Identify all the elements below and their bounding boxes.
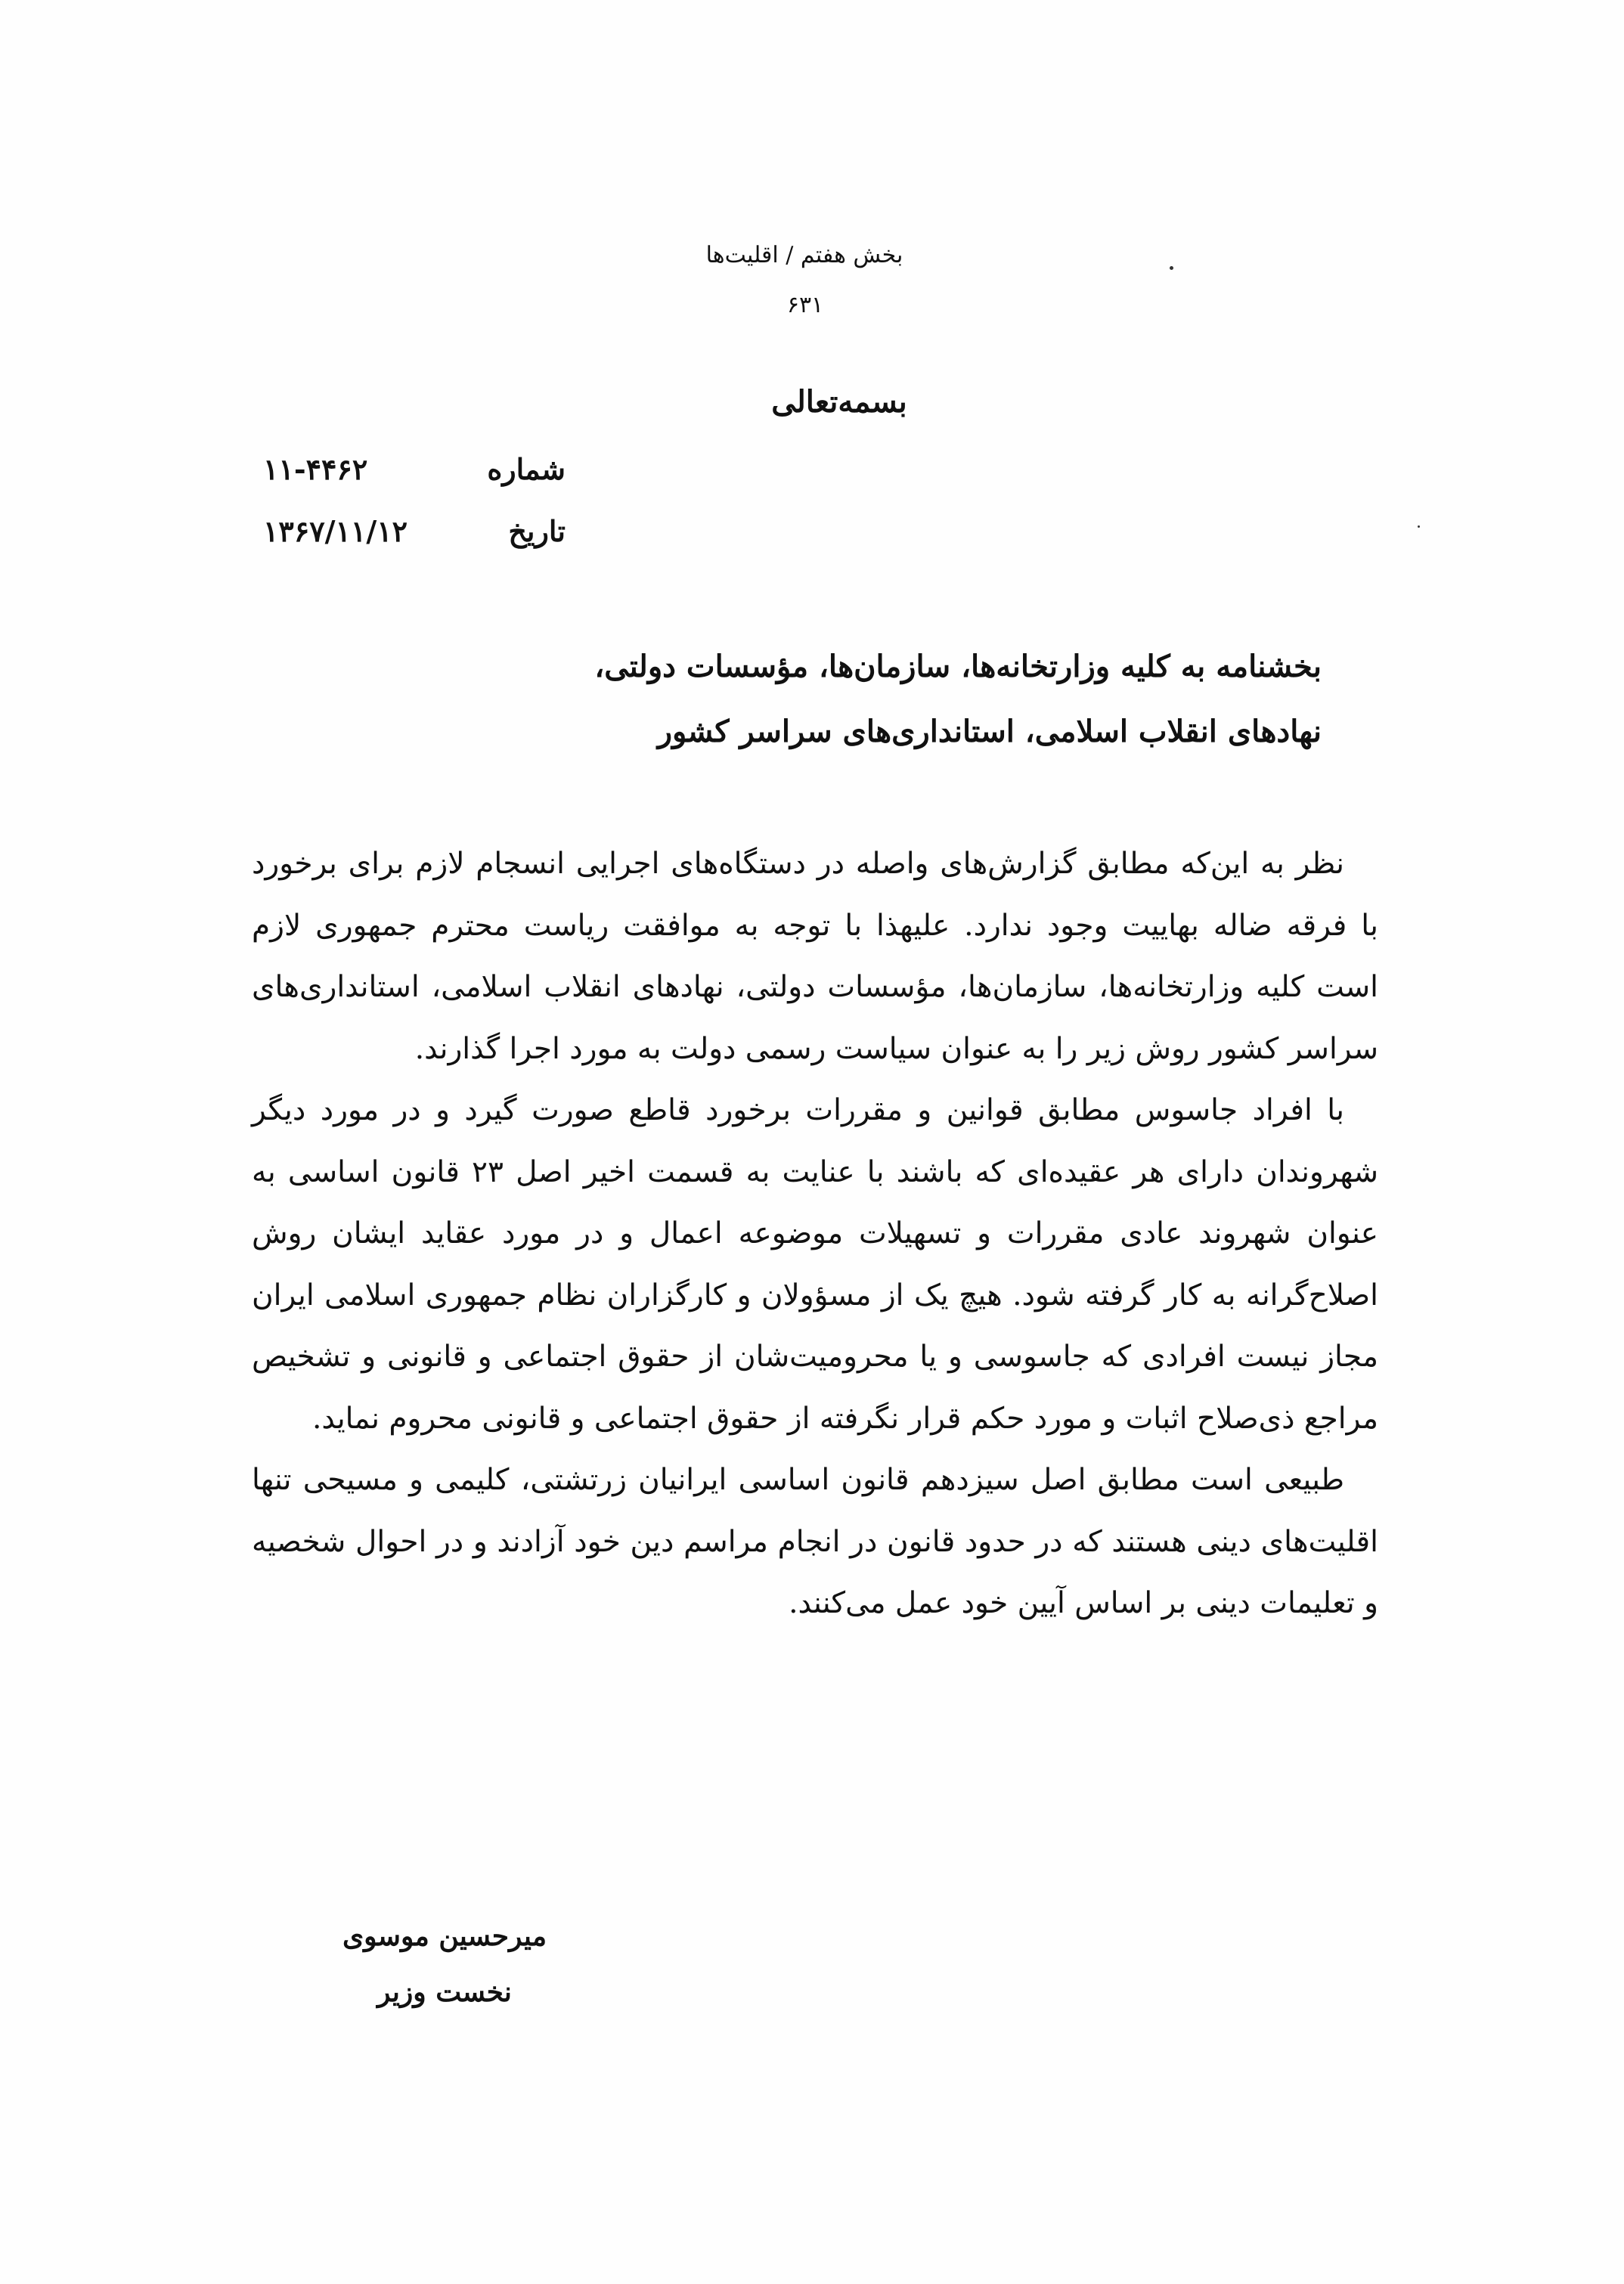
reference-date-value: ۱۳۶۷/۱۱/۱۲	[263, 514, 408, 548]
body-paragraph: با افراد جاسوس مطابق قوانین و مقررات برخورد قاطع صورت گیرد و در مورد دیگر شهروندان دارای هر عقیده‌ای که باشند با عنایت به قسمت اخیر اصل ۲۳ قانون اساسی به عنوان شهروند عادی مقررات و تسهیلات موضوعه اعمال و در مورد عقاید ایشان روش اصلاح‌گرانه به کار گرفته شود. هیچ یک از مسؤولان و کارگزاران نظام جمهوری اسلامی ایران مجاز نیست افرادی که جاسوسی و یا محرومیت‌شان از حقوق اجتماعی و قانونی و تشخیص مراجع ذی‌صلاح اثبات و مورد حکم قرار نگرفته از حقوق اجتماعی و قانونی محروم نماید.	[252, 1093, 1378, 1436]
body-paragraph: نظر به این‌که مطابق گزارش‌های واصله در دستگاه‌های اجرایی انسجام لازم برای برخورد با فرقه ضاله بهاییت وجود ندارد. علیهذا با توجه به موافقت ریاست محترم جمهوری لازم است کلیه وزارتخانه‌ها، سازمان‌ها، مؤسسات دولتی، نهادهای انقلاب اسلامی، استانداری‌های سراسر کشور روش زیر را به عنوان سیاست رسمی دولت به مورد اجرا گذارند.	[252, 847, 1378, 1066]
signatory-name: میرحسین موسوی	[342, 1920, 547, 1952]
margin-dot	[1418, 525, 1420, 528]
reference-date-row	[263, 514, 566, 548]
circular-heading-line-1: بخشنامه به کلیه وزارتخانه‌ها، سازمان‌ها، مؤسسات دولتی،	[594, 649, 1322, 684]
signatory-title: نخست وزیر	[377, 1976, 512, 2008]
invocation: بسمه‌تعالی	[771, 384, 907, 420]
circular-heading-line-2: نهادهای انقلاب اسلامی، استانداری‌های سراسر کشور	[657, 714, 1322, 749]
reference-number-row	[263, 452, 566, 486]
body-text	[252, 833, 1378, 1635]
body-paragraph: طبیعی است مطابق اصل سیزدهم قانون اساسی ایرانیان زرتشتی، کلیمی و مسیحی تنها اقلیت‌های دینی هستند که در حدود قانون در انجام مراسم دین خود آزادند و در احوال شخصیه و تعلیمات دینی بر اساس آیین خود عمل می‌کنند.	[252, 1463, 1378, 1620]
reference-number-value: ۱۱-۴۴۶۲	[263, 452, 368, 486]
reference-number-label: شماره	[487, 452, 566, 486]
page-number: ۶۳۱	[786, 292, 824, 318]
reference-date-label: تاریخ	[508, 514, 566, 548]
margin-dot	[1170, 266, 1173, 270]
running-head: بخش هفتم / اقلیت‌ها	[705, 242, 903, 268]
